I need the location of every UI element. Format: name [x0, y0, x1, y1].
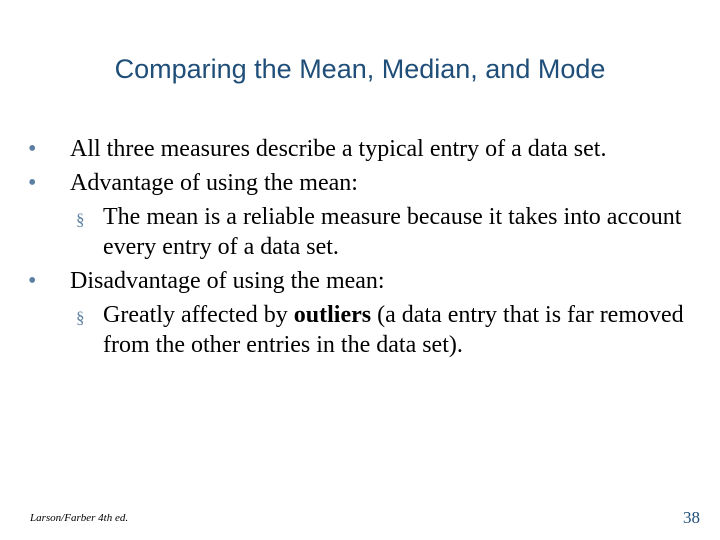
bullet-marker-icon: •: [28, 268, 37, 294]
page-number: 38: [683, 508, 700, 527]
sub-bullet-text-before: Greatly affected by: [103, 302, 294, 328]
bullet-item: [28, 266, 688, 296]
bullet-text: Advantage of using the mean:: [70, 170, 358, 196]
footer-citation: Larson/Farber 4th ed.: [30, 512, 129, 524]
bullet-marker-icon: •: [28, 136, 37, 162]
bullet-item: [28, 168, 688, 198]
bullet-text: All three measures describe a typical entry of a data set.: [70, 136, 607, 162]
sub-bullet-marker-icon: §: [76, 308, 85, 327]
outliers-term: outliers: [293, 302, 372, 328]
sub-bullet-item: [28, 300, 688, 360]
bullet-text: Disadvantage of using the mean:: [70, 268, 385, 294]
sub-bullet-marker-icon: §: [76, 210, 85, 229]
slide-title: Comparing the Mean, Median, and Mode: [114, 54, 606, 84]
bullet-item: [28, 134, 688, 164]
sub-bullet-text: The mean is a reliable measure because it takes into account every entry of a data set.: [103, 204, 682, 260]
sub-bullet-item: [28, 202, 688, 262]
sub-bullet-text-after: (a data entry that is far removed from the other entries in the data set).: [103, 302, 684, 358]
bullet-list: [28, 134, 688, 364]
bullet-marker-icon: •: [28, 170, 37, 196]
